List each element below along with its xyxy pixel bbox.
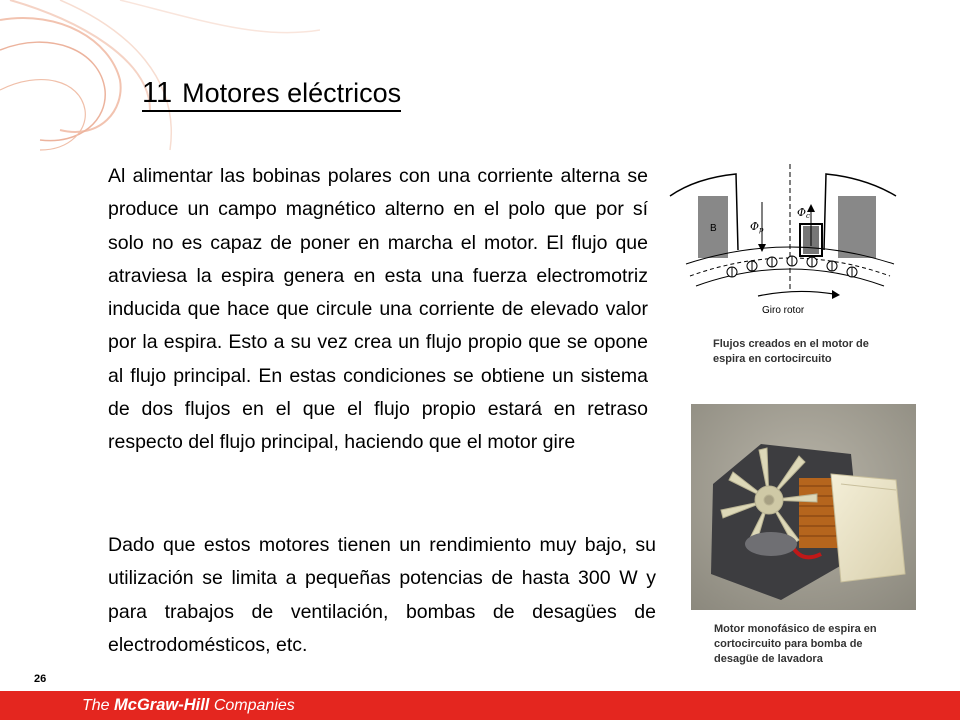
rotor-label: Giro rotor: [762, 305, 805, 316]
diagram-caption: Flujos creados en el motor de espira en cortocircuito: [713, 338, 869, 365]
logo-brand: McGraw-Hill: [114, 696, 210, 714]
body-paragraph-1: Al alimentar las bobinas polares con una corriente alterna se produce un campo magnético alterno en el polo que por sí solo no es capaz de poner en marcha el motor. El flujo que atraviesa la espira genera en esta una fuerza electromotriz inducida que hace que circule una corriente de elevado valor por la espira. Esto a su vez crea un flujo propio que se opone al flujo principal. En estas condiciones se obtiene un sistema de dos flujos en el que el flujo propio estará en retraso respecto del flujo principal, haciendo que el motor gire: [108, 165, 648, 454]
rotor-bars: [727, 256, 857, 277]
rotation-arrow: [758, 291, 834, 296]
motor-photo: [691, 404, 916, 610]
chapter-title: Motores eléctricos: [182, 78, 402, 108]
phi-c-label: Φc: [797, 206, 810, 220]
publisher-logo: [82, 696, 295, 715]
body-paragraph-2: Dado que estos motores tienen un rendimiento muy bajo, su utilización se limita a pequeñas potencias de hasta 300 W y para trabajos de ventilación, bombas de desagües de electrodomésticos, etc.: [108, 534, 656, 656]
phi-p-label: Φp: [750, 220, 764, 234]
logo-suffix: Companies: [213, 697, 295, 714]
page-number: 26: [34, 673, 47, 685]
logo-prefix: The: [82, 697, 110, 714]
chapter-number: 11: [142, 77, 173, 109]
footer-bar: [0, 691, 960, 720]
coil-right: [838, 196, 876, 258]
page-title: [142, 76, 401, 112]
shaded-pole-flux-diagram: [666, 160, 900, 320]
coil-b-label: B: [710, 223, 717, 234]
photo-caption: Motor monofásico de espira en cortocircuito para bomba de desagüe de lavadora: [714, 623, 877, 665]
